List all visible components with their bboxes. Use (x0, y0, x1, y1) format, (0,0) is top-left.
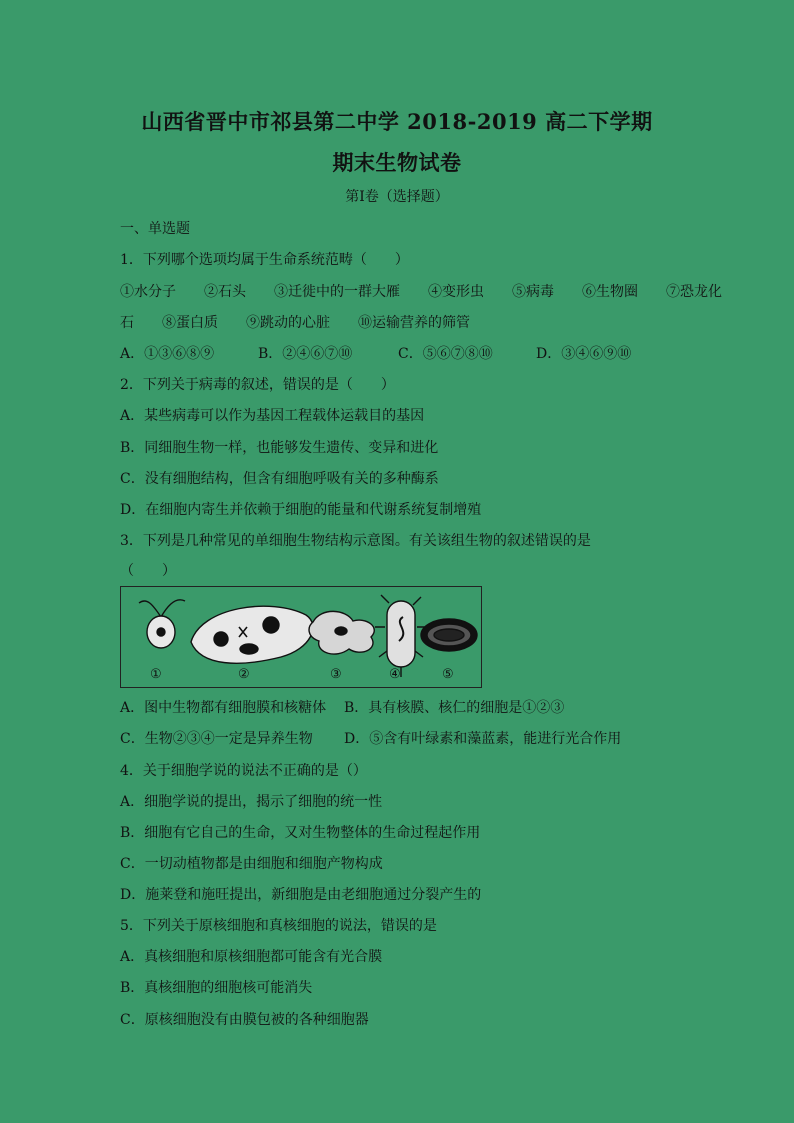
question-1-items-line1: ①水分子 ②石头 ③迁徙中的一群大雁 ④变形虫 ⑤病毒 ⑥生物圈 ⑦恐龙化 (120, 284, 722, 300)
question-3-options-row1 (120, 697, 564, 717)
question-3-option-b: B．具有核膜、核仁的细胞是①②③ (344, 700, 565, 716)
exam-title-line2: 期末生物试卷 (332, 150, 462, 175)
cell-diagram-svg (121, 587, 481, 687)
question-2-option-c: C．没有细胞结构，但含有细胞呼吸有关的多种酶系 (120, 471, 439, 487)
figure-label-5: ⑤ (442, 667, 454, 682)
question-3-option-a: A．图中生物都有细胞膜和核糖体 (120, 700, 327, 716)
question-2-option-b: B．同细胞生物一样，也能够发生遗传、变异和进化 (120, 440, 439, 456)
section-heading: 第Ⅰ卷（选择题） (345, 189, 449, 205)
question-3-paren: （ ） (120, 563, 176, 579)
question-1-option-a: A．①③⑥⑧⑨ (120, 346, 215, 362)
cell-diagram-figure (120, 586, 482, 688)
organism-2-drawing (191, 606, 313, 663)
question-2-stem: 2．下列关于病毒的叙述，错误的是（ ） (120, 377, 395, 393)
question-3-options-row2 (120, 728, 621, 748)
question-5-option-c: C．原核细胞没有由膜包被的各种细胞器 (120, 1012, 369, 1028)
figure-label-4: ④ (389, 667, 401, 682)
question-4-option-b: B．细胞有它自己的生命，又对生物整体的生命过程起作用 (120, 825, 481, 841)
exam-title-line1: 山西省晋中市祁县第二中学 2018-2019 高二下学期 (141, 109, 653, 134)
organism-5-drawing (421, 619, 477, 651)
question-2-option-d: D．在细胞内寄生并依赖于细胞的能量和代谢系统复制增殖 (120, 502, 482, 518)
question-1-option-d: D．③④⑥⑨⑩ (536, 346, 632, 362)
part-heading: 一、单选题 (120, 221, 190, 237)
question-3-stem: 3．下列是几种常见的单细胞生物结构示意图。有关该组生物的叙述错误的是 (120, 533, 591, 549)
question-2-option-a: A．某些病毒可以作为基因工程载体运载目的基因 (120, 408, 425, 424)
question-5-option-a: A．真核细胞和原核细胞都可能含有光合膜 (120, 949, 383, 965)
question-4-option-d: D．施莱登和施旺提出，新细胞是由老细胞通过分裂产生的 (120, 887, 482, 903)
question-1-option-b: B．②④⑥⑦⑩ (258, 346, 353, 362)
question-4-stem: 4．关于细胞学说的说法不正确的是（） (120, 763, 367, 779)
question-5-stem: 5．下列关于原核细胞和真核细胞的说法，错误的是 (120, 918, 437, 934)
question-1-items-line2: 石 ⑧蛋白质 ⑨跳动的心脏 ⑩运输营养的筛管 (120, 315, 470, 331)
figure-label-1: ① (150, 667, 162, 682)
question-3-option-d: D．⑤含有叶绿素和藻蓝素，能进行光合作用 (344, 731, 622, 747)
organism-3-drawing (309, 611, 374, 654)
figure-label-3: ③ (330, 667, 342, 682)
organism-1-drawing (139, 600, 185, 648)
question-4-option-c: C．一切动植物都是由细胞和细胞产物构成 (120, 856, 383, 872)
question-3-option-c: C．生物②③④一定是异养生物 (120, 731, 313, 747)
figure-label-2: ② (238, 667, 250, 682)
question-1-stem: 1．下列哪个选项均属于生命系统范畴（ ） (120, 252, 409, 268)
question-1-options (120, 343, 631, 363)
question-1-option-c: C．⑤⑥⑦⑧⑩ (398, 346, 493, 362)
question-5-option-b: B．真核细胞的细胞核可能消失 (120, 980, 313, 996)
question-4-option-a: A．细胞学说的提出，揭示了细胞的统一性 (120, 794, 383, 810)
organism-4-drawing (375, 595, 427, 677)
